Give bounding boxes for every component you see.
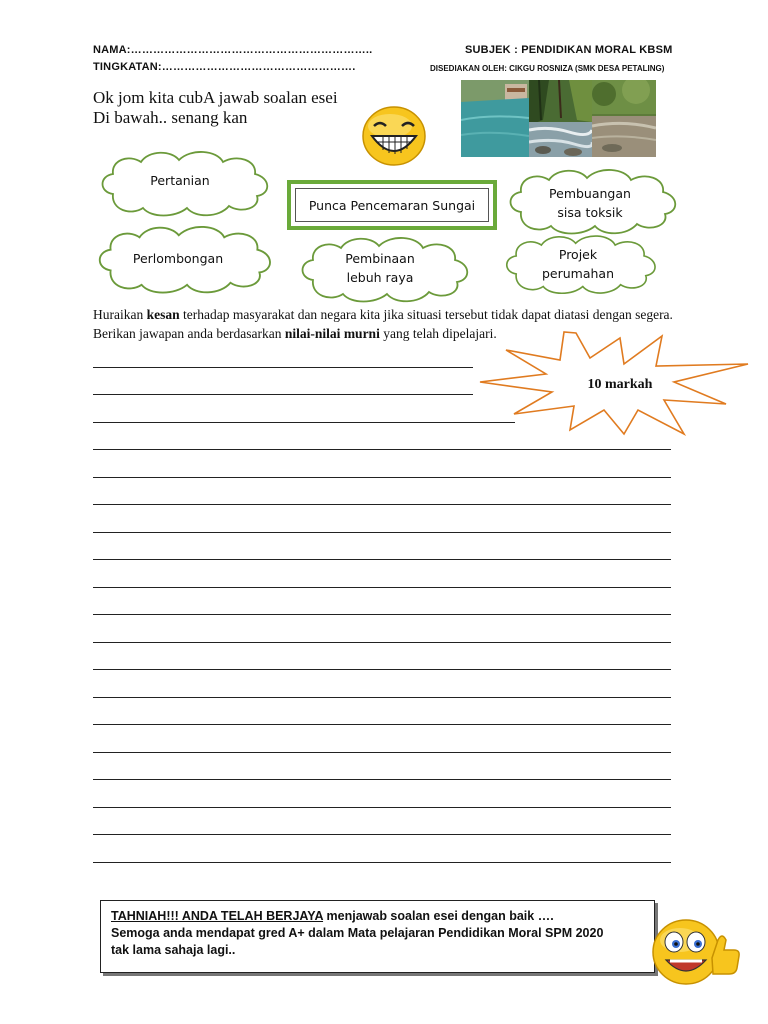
- footer-line-1-underlined: TAHNIAH!!! ANDA TELAH BERJAYA: [111, 909, 324, 923]
- intro-line-2: Di bawah.. senang kan: [93, 108, 248, 127]
- answer-line[interactable]: [93, 807, 671, 808]
- footer-line-2: Semoga anda mendapat gred A+ dalam Mata pelajaran Pendidikan Moral SPM 2020: [111, 926, 604, 940]
- cloud-label-perlombongan: Perlombongan: [132, 251, 224, 266]
- footer-line-3: tak lama sahaja lagi..: [111, 943, 236, 957]
- question-bold-kesan: kesan: [146, 307, 180, 322]
- answer-line[interactable]: [93, 367, 473, 368]
- answer-line[interactable]: [93, 559, 671, 560]
- cloud-label-projek-2: perumahan: [541, 266, 615, 281]
- answer-line[interactable]: [93, 587, 671, 588]
- answer-line[interactable]: [93, 724, 671, 725]
- intro-line-1: Ok jom kita cubA jawab soalan esei: [93, 88, 338, 107]
- answer-line[interactable]: [93, 477, 671, 478]
- cloud-label-pembinaan-1: Pembinaan: [345, 251, 415, 266]
- answer-line[interactable]: [93, 697, 671, 698]
- congratulations-box: [100, 900, 655, 973]
- answer-line[interactable]: [93, 532, 671, 533]
- footer-line-1: [111, 908, 654, 925]
- answer-line[interactable]: [93, 422, 515, 423]
- answer-line[interactable]: [93, 449, 671, 450]
- cloud-label-pembuangan-1: Pembuangan: [549, 186, 631, 201]
- question-bold-nilai: nilai-nilai murni: [284, 326, 380, 341]
- subject-label: SUBJEK : PENDIDIKAN MORAL KBSM: [465, 44, 673, 56]
- central-topic-label: Punca Pencemaran Sungai: [295, 188, 489, 222]
- marks-label: 10 markah: [587, 377, 653, 392]
- thumbs-up-emoji-icon: [646, 914, 742, 986]
- answer-line[interactable]: [93, 394, 473, 395]
- question-text-2: terhadap masyarakat dan negara kita jika situasi tersebut tidak dapat diatasi dengan segera. Berikan jawapan anda berdasarkan: [93, 307, 673, 341]
- question-text-3: yang telah dipelajari.: [379, 326, 497, 341]
- level-field-label: TINGKATAN:…………………………………………….: [93, 61, 356, 73]
- answer-line[interactable]: [93, 642, 671, 643]
- footer-line-1-rest: menjawab soalan esei dengan baik ….: [323, 909, 554, 923]
- cloud-label-pembinaan-2: lebuh raya: [346, 270, 414, 285]
- answer-line[interactable]: [93, 614, 671, 615]
- cloud-label-pertanian: Pertanian: [150, 173, 210, 188]
- answer-line[interactable]: [93, 752, 671, 753]
- answer-line[interactable]: [93, 834, 671, 835]
- prepared-by-label: DISEDIAKAN OLEH: CIKGU ROSNIZA (SMK DESA PETALING): [430, 64, 665, 73]
- question-text-1: Huraikan: [93, 307, 147, 322]
- central-topic-box: [287, 180, 497, 230]
- cloud-label-projek-1: Projek: [558, 247, 598, 262]
- name-field-label: NAMA:………………………………………………………..: [93, 44, 373, 56]
- answer-line[interactable]: [93, 504, 671, 505]
- answer-line[interactable]: [93, 669, 671, 670]
- cloud-label-pembuangan-2: sisa toksik: [557, 205, 623, 220]
- answer-line[interactable]: [93, 862, 671, 863]
- answer-line[interactable]: [93, 779, 671, 780]
